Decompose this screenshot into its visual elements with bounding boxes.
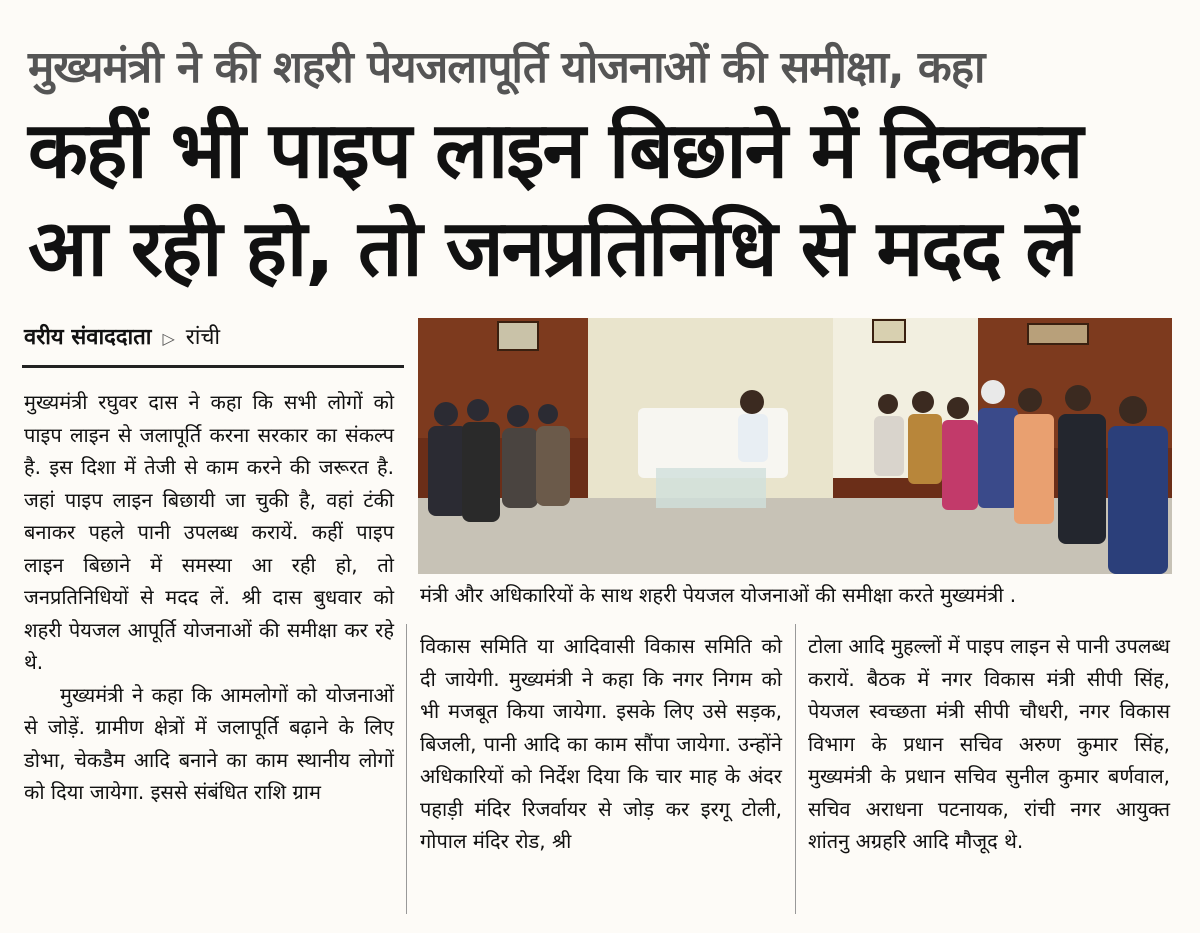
headline-line-2: आ रही हो, तो जनप्रतिनिधि से मदद लें	[28, 204, 1077, 294]
article-column-2	[420, 630, 782, 858]
column-divider-2	[795, 624, 796, 914]
article-column-1	[24, 386, 394, 809]
byline-location: रांची	[185, 325, 221, 350]
article-kicker: मुख्यमंत्री ने की शहरी पेयजलापूर्ति योजनाओं की समीक्षा, कहा	[28, 42, 985, 93]
headline-line-1: कहीं भी पाइप लाइन बिछाने में दिक्कत	[28, 106, 1082, 196]
paragraph-3: विकास समिति या आदिवासी विकास समिति को दी जायेगी. मुख्यमंत्री ने कहा कि नगर निगम को भी मजबूत किया जायेगा. इसके लिए उसे सड़क, बिजली, पानी आदि का काम सौंपा जायेगा. उन्होंने अधिकारियों को निर्देश दिया कि चार माह के अंदर पहाड़ी मंदिर रिजर्वायर से जोड़ कर इरगू टोली, गोपाल मंदिर रोड, श्री	[420, 634, 782, 853]
article-column-3	[808, 630, 1170, 858]
byline-author: वरीय संवाददाता	[24, 325, 152, 350]
meeting-photo-illustration	[418, 318, 1172, 574]
paragraph-4: टोला आदि मुहल्लों में पाइप लाइन से पानी उपलब्ध करायें. बैठक में नगर विकास मंत्री सीपी सिंह, पेयजल स्वच्छता मंत्री सीपी चौधरी, नगर विकास विभाग के प्रधान सचिव अरुण कुमार सिंह, मुख्यमंत्री के प्रधान सचिव सुनील कुमार बर्णवाल, सचिव अराधना पटनायक, रांची नगर आयुक्त शांतनु अग्रहरि आदि मौजूद थे.	[808, 634, 1170, 853]
byline-arrow-icon: ▷	[162, 329, 175, 348]
byline-rule	[22, 365, 404, 368]
column-divider-1	[406, 624, 407, 914]
meeting-photo	[418, 318, 1172, 574]
article-headline	[28, 102, 1188, 298]
paragraph-2: मुख्यमंत्री ने कहा कि आमलोगों को योजनाओं से जोड़ें. ग्रामीण क्षेत्रों में जलापूर्ति बढ़ाने के लिए डोभा, चेकडैम आदि बनाने का काम स्थानीय लोगों को दिया जायेगा. इससे संबंधित राशि ग्राम	[24, 682, 394, 804]
photo-caption: मंत्री और अधिकारियों के साथ शहरी पेयजल योजनाओं की समीक्षा करते मुख्यमंत्री .	[420, 583, 1017, 607]
paragraph-1: मुख्यमंत्री रघुवर दास ने कहा कि सभी लोगों को पाइप लाइन से जलापूर्ति करना सरकार का संकल्प है. इस दिशा में तेजी से काम करने की जरूरत है. जहां पाइप लाइन बिछायी जा चुकी है, वहां टंकी बनाकर पहले पानी उपलब्ध करायें. कहीं पाइप लाइन बिछाने में समस्या आ रही हो, तो जनप्रतिनिधियों से मदद लें. श्री दास बुधवार को शहरी पेयजल आपूर्ति योजनाओं की समीक्षा कर रहे थे.	[24, 390, 394, 674]
byline	[24, 318, 404, 358]
